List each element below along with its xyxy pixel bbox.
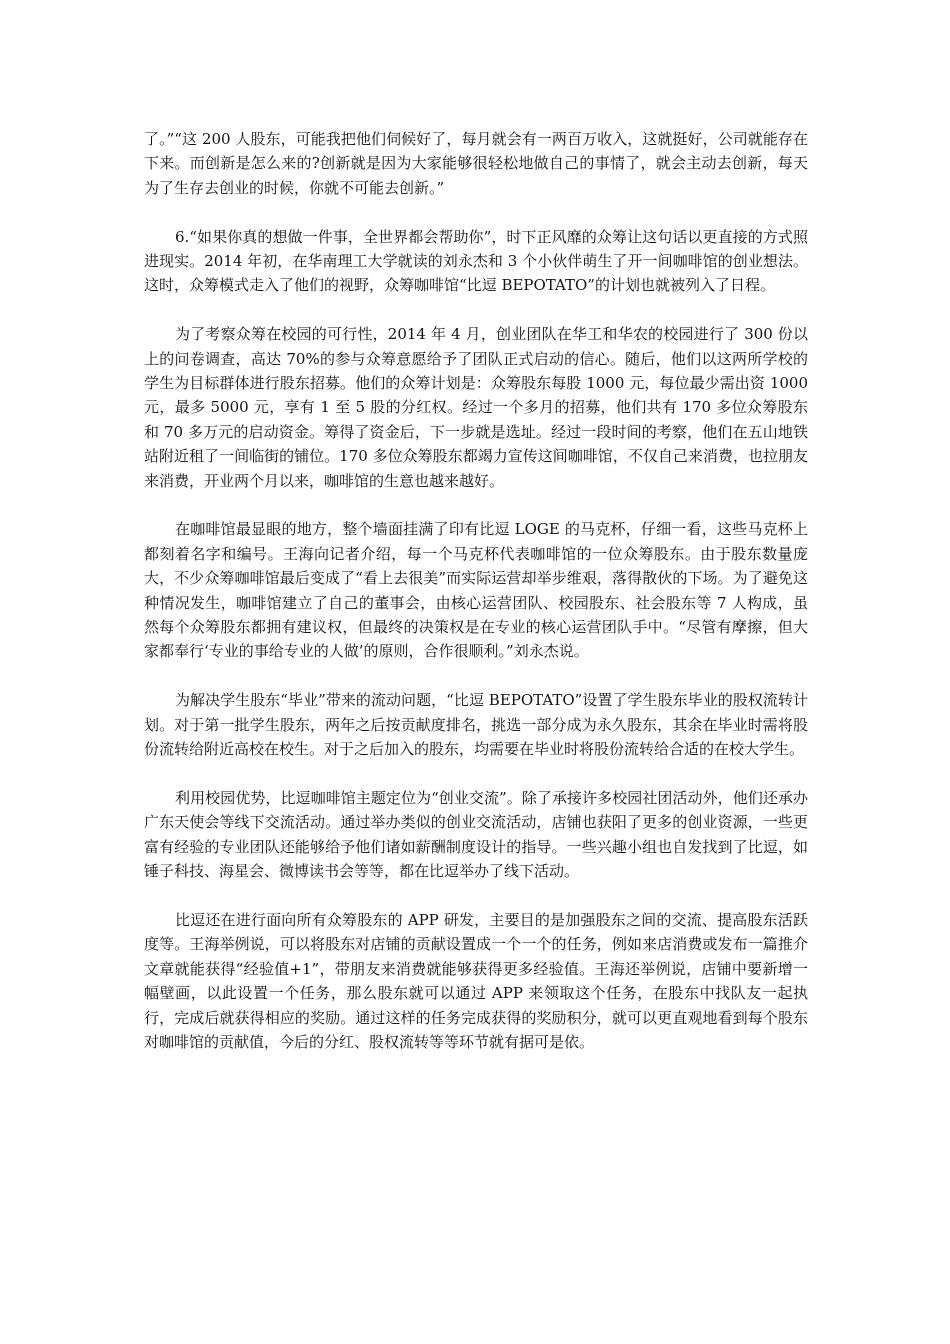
paragraph-mug-wall-board: 在咖啡馆最显眼的地方，整个墙面挂满了印有比逗 LOGE 的马克杯，仔细一看，这些马克杯上都刻着名字和编号。王海向记者介绍，每一个马克杯代表咖啡馆的一位众筹股东。由于股东数量庞大，不少众筹咖啡馆最后变成了“看上去很美”而实际运营却举步维艰，落得散伙的下场。为了避免这种情况发生，咖啡馆建立了自己的董事会，由核心运营团队、校园股东、社会股东等 7 人构成，虽然每个众筹股东都拥有建议权，但最终的决策权是在专业的核心运营团队手中。“尽管有摩擦，但大家都奉行‘专业的事给专业的人做’的原则，合作很顺利。”刘永杰说。 — [144, 520, 808, 661]
paragraph-campus-advantage: 利用校园优势，比逗咖啡馆主题定位为“创业交流”。除了承接许多校园社团活动外，他们还承办广东天使会等线下交流活动。通过举办类似的创业交流活动，店铺也获阳了更多的创业资源，一些更富有经验的专业团队还能够给予他们诸如薪酬制度设计的指导。一些兴趣小组也自发找到了比逗，如锤子科技、海星会、微博读书会等等，都在比逗举办了线下活动。 — [144, 788, 808, 881]
paragraph-continuation: 了。”“这 200 人股东，可能我把他们伺候好了，每月就会有一两百万收入，这就挺好，公司就能存在下来。而创新是怎么来的?创新就是因为大家能够很轻松地做自己的事情了，就会主动去创新，每天为了生存去创业的时候，你就不可能去创新。” — [144, 130, 808, 197]
paragraph-crowdfunding-intro: 6.“如果你真的想做一件事，全世界都会帮助你”，时下正风靡的众筹让这句话以更直接的方式照进现实。2014 年初，在华南理工大学就读的刘永杰和 3 个小伙伴萌生了开一间咖啡馆的创业想法。这时，众筹模式走入了他们的视野，众筹咖啡馆“比逗 BEPOTATO”的计划也就被列入了日程。 — [144, 227, 808, 295]
paragraph-app-development: 比逗还在进行面向所有众筹股东的 APP 研发，主要目的是加强股东之间的交流、提高股东活跃度等。王海举例说，可以将股东对店铺的贡献设置成一个一个的任务，例如来店消费或发布一篇推介文章就能获得“经验值+1”，带朋友来消费就能够获得更多经验值。王海还举例说，店铺中要新增一幅壁画，以此设置一个任务，那么股东就可以通过 APP 来领取这个任务，在股东中找队友一起执行，完成后就获得相应的奖励。通过这样的任务完成获得的奖励积分，就可以更直观地看到每个股东对咖啡馆的贡献值，今后的分红、股权流转等等环节就有据可是依。 — [144, 910, 808, 1051]
paragraph-feasibility-survey: 为了考察众筹在校园的可行性，2014 年 4 月，创业团队在华工和华农的校园进行了 300 份以上的问卷调查，高达 70%的参与众筹意愿给予了团队正式启动的信心。随后，他们以这两所学校的学生为目标群体进行股东招募。他们的众筹计划是：众筹股东每股 1000 元，每位最少需出资 1000 元，最多 5000 元，享有 1 至 5 股的分红权。经过一个多月的招募，他们共有 170 多位众筹股东和 70 多万元的启动资金。筹得了资金后，下一步就是选址。经过一段时间的考察，他们在五山地铁站附近租了一间临街的铺位。170 多位众筹股东都竭力宣传这间咖啡馆，不仅自己来消费，也拉朋友来消费，开业两个月以来，咖啡馆的生意也越来越好。 — [144, 325, 808, 490]
paragraph-equity-transfer: 为解决学生股东“毕业”带来的流动问题，“比逗 BEPOTATO”设置了学生股东毕业的股权流转计划。对于第一批学生股东，两年之后按贡献度排名，挑选一部分成为永久股东，其余在毕业时需将股份流转给附近高校在校生。对于之后加入的股东，均需要在毕业时将股份流转给合适的在校大学生。 — [144, 691, 808, 759]
document-page — [144, 127, 808, 1079]
